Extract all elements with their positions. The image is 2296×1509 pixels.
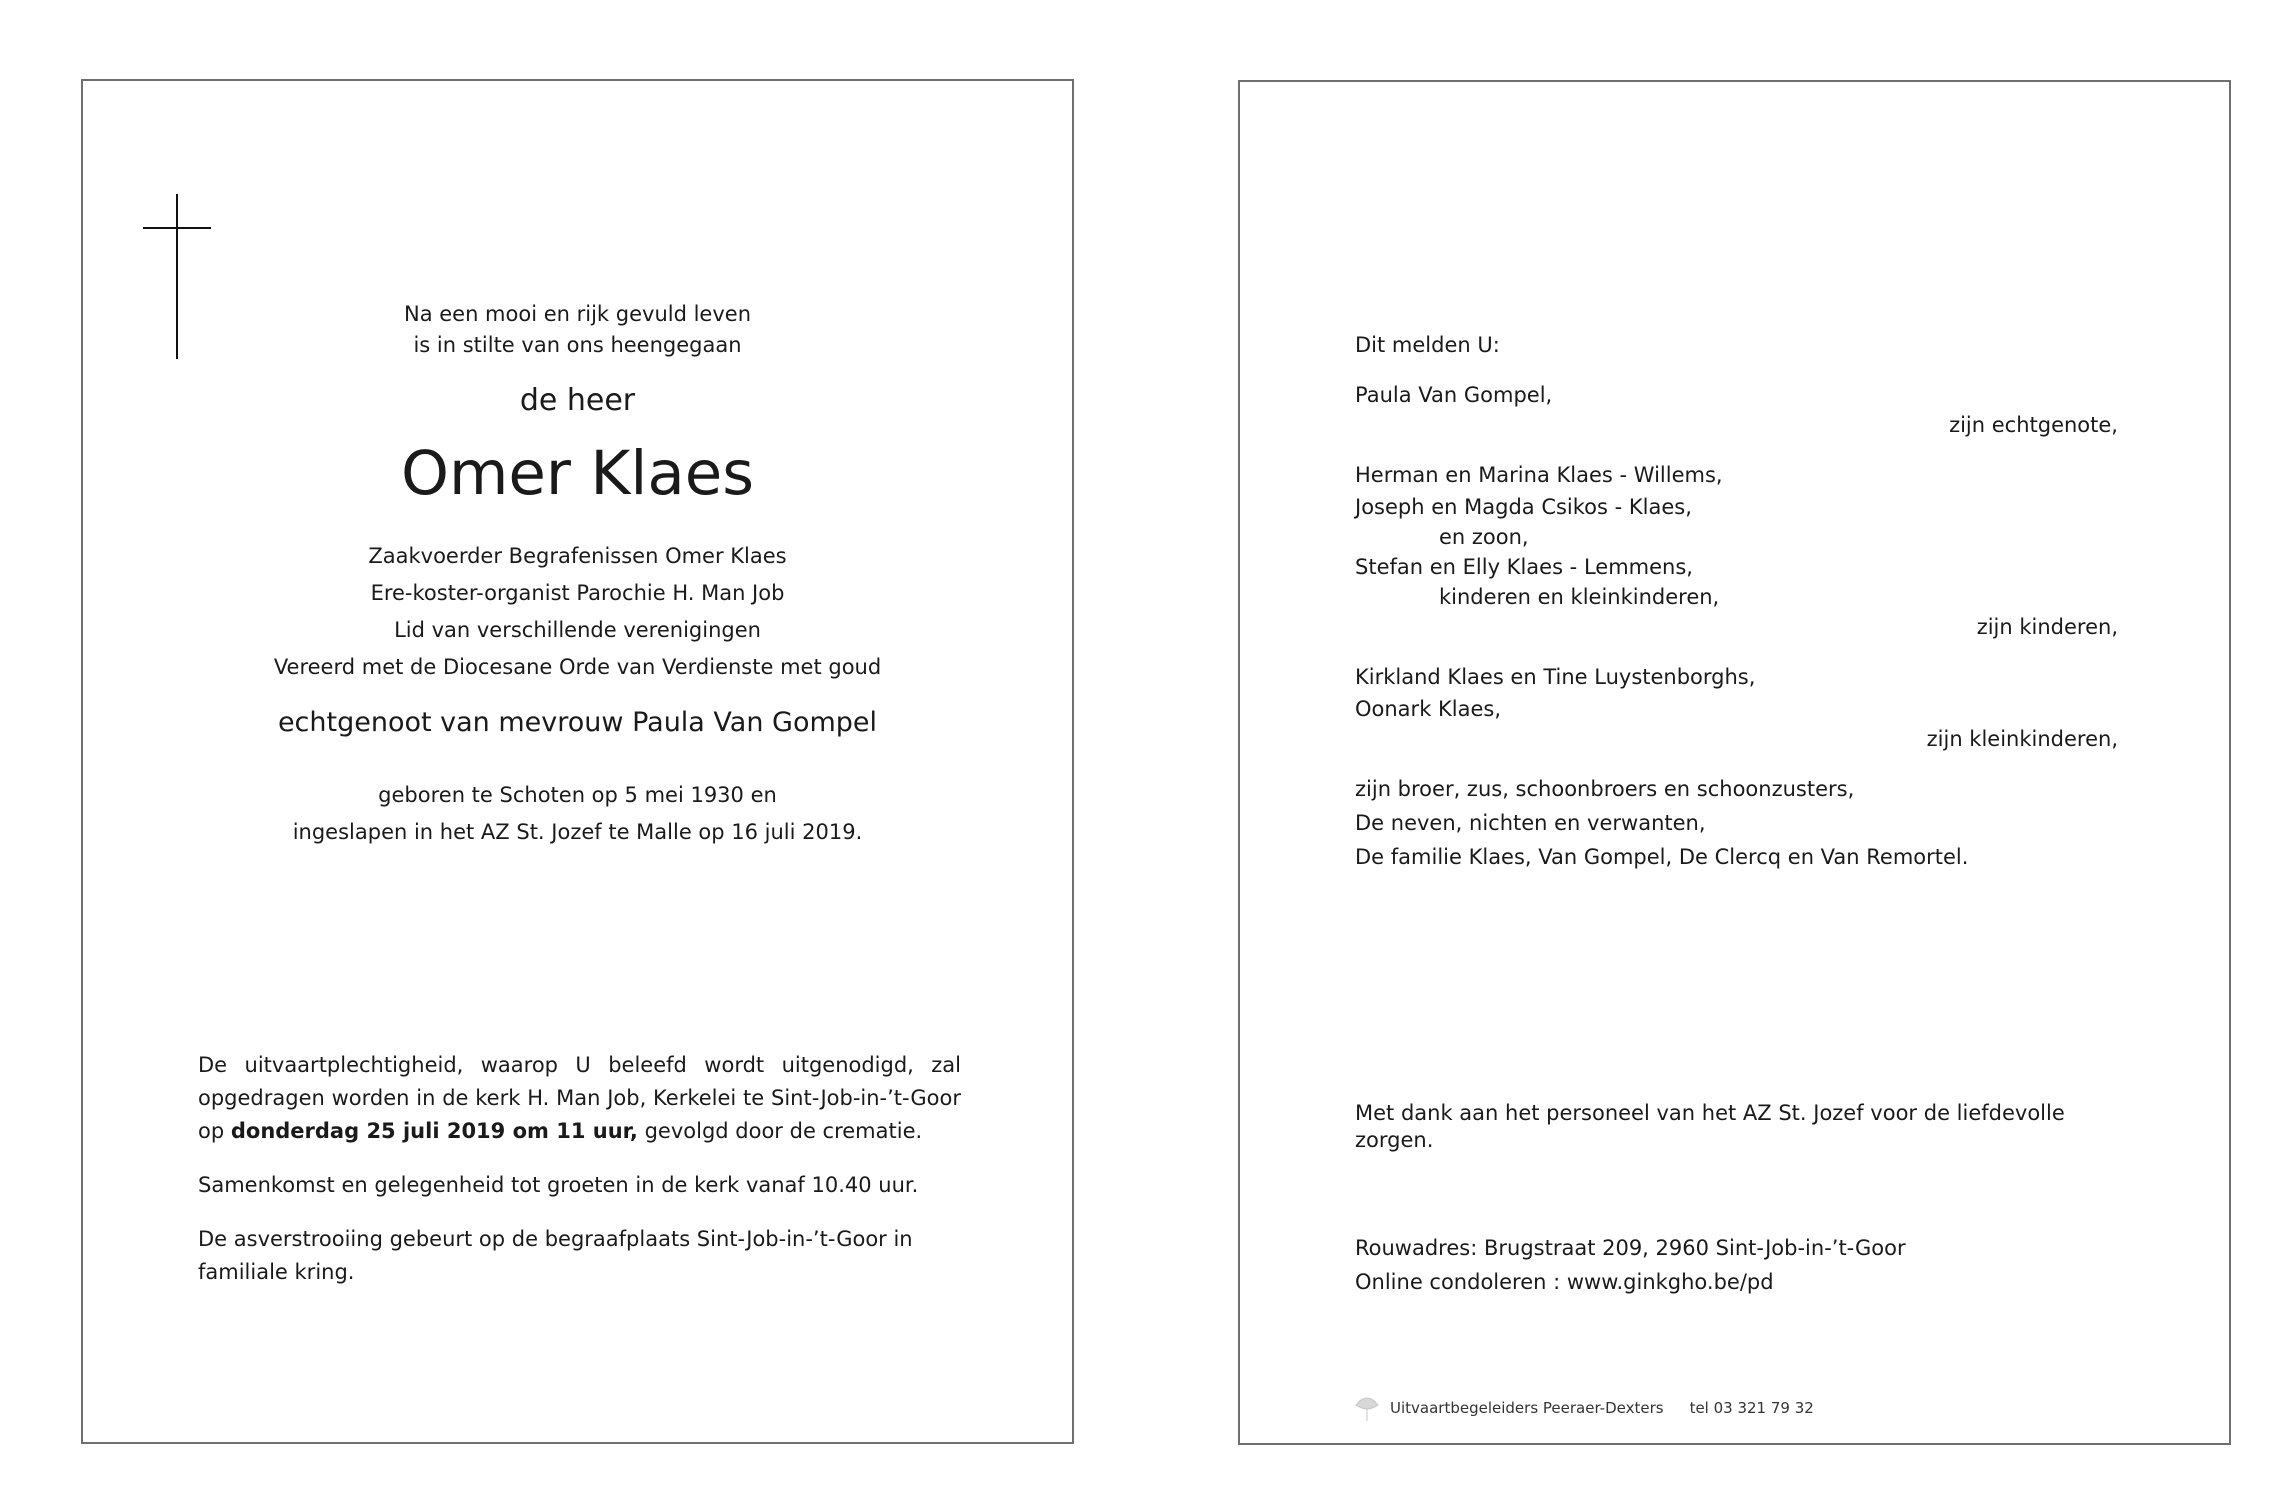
role-line: Ere-koster-organist Parochie H. Man Job xyxy=(370,581,785,605)
child-line: Stefan en Elly Klaes - Lemmens, xyxy=(1355,555,1693,579)
role-line: Zaakvoerder Begrafenissen Omer Klaes xyxy=(368,544,787,568)
left-page xyxy=(81,79,1074,1444)
footer-company: Uitvaartbegeleiders Peeraer-Dexters xyxy=(1390,1399,1664,1417)
thanks-text: Met dank aan het personeel van het AZ St. Jozef voor de liefdevolle zorgen. xyxy=(1355,1101,2065,1152)
title-heer: de heer xyxy=(519,383,636,418)
role-line: Lid van verschillende verenigingen xyxy=(394,618,761,642)
intro-line: Na een mooi en rijk gevuld leven xyxy=(403,302,752,326)
ashes-paragraph: De asverstrooiing gebeurt op de begraafplaats Sint-Job-in-’t-Goor in familiale kring. xyxy=(198,1227,913,1284)
children-role: zijn kinderen, xyxy=(1976,615,2118,639)
birth-line: geboren te Schoten op 5 mei 1930 en xyxy=(378,783,777,807)
footer xyxy=(1352,1393,1814,1423)
family-line: De neven, nichten en verwanten, xyxy=(1355,811,1706,835)
family-line: De familie Klaes, Van Gompel, De Clercq en Van Remortel. xyxy=(1355,845,1969,869)
service-datetime: donderdag 25 juli 2019 om 11 uur, xyxy=(230,1119,638,1143)
intro-text xyxy=(83,299,1072,361)
service-text: De uitvaartplechtigheid, waarop U beleefd wordt uitgenodigd, zal opgedragen worden in de kerk H. Man Job, Kerkelei te Sint-Job-in-’t-Goor op xyxy=(198,1053,961,1143)
gathering-paragraph: Samenkomst en gelegenheid tot groeten in de kerk vanaf 10.40 uur. xyxy=(198,1173,919,1197)
announcers xyxy=(1355,328,2118,874)
wife-role: zijn echtgenote, xyxy=(1949,413,2118,437)
child-sub-line: en zoon, xyxy=(1439,525,1529,549)
child-line: Herman en Marina Klaes - Willems, xyxy=(1355,463,1723,487)
cross-icon-bar xyxy=(143,227,211,229)
spouse-line: echtgenoot van mevrouw Paula Van Gompel xyxy=(277,707,878,738)
child-sub-line: kinderen en kleinkinderen, xyxy=(1439,585,1720,609)
family-line: zijn broer, zus, schoonbroers en schoonzusters, xyxy=(1355,777,1855,801)
service-text-end: gevolgd door de crematie. xyxy=(637,1119,923,1143)
contact-info xyxy=(1355,1231,2118,1299)
online-condolences: Online condoleren : www.ginkgho.be/pd xyxy=(1355,1270,1774,1294)
heading: Dit melden U: xyxy=(1355,333,1500,357)
grandchild-line: Kirkland Klaes en Tine Luystenborghs, xyxy=(1355,665,1756,689)
service-paragraph xyxy=(198,1049,961,1148)
deceased-name: Omer Klaes xyxy=(400,438,755,509)
role-line: Vereerd met de Diocesane Orde van Verdienste met goud xyxy=(273,655,882,679)
grandchildren-role: zijn kleinkinderen, xyxy=(1926,727,2118,751)
intro-line: is in stilte van ons heengegaan xyxy=(413,333,742,357)
ginkgo-leaf-icon xyxy=(1352,1393,1382,1423)
service-info xyxy=(198,1049,961,1310)
roles-list xyxy=(83,538,1072,686)
death-line: ingeslapen in het AZ St. Jozef te Malle op 16 juli 2019. xyxy=(292,820,863,844)
grandchild-line: Oonark Klaes, xyxy=(1355,697,1502,721)
mourning-address: Rouwadres: Brugstraat 209, 2960 Sint-Job-in-’t-Goor xyxy=(1355,1236,1906,1260)
wife-name: Paula Van Gompel, xyxy=(1355,383,1553,407)
child-line: Joseph en Magda Csikos - Klaes, xyxy=(1355,495,1692,519)
dates-text xyxy=(83,777,1072,851)
right-page xyxy=(1238,80,2231,1445)
footer-phone: tel 03 321 79 32 xyxy=(1689,1399,1814,1417)
